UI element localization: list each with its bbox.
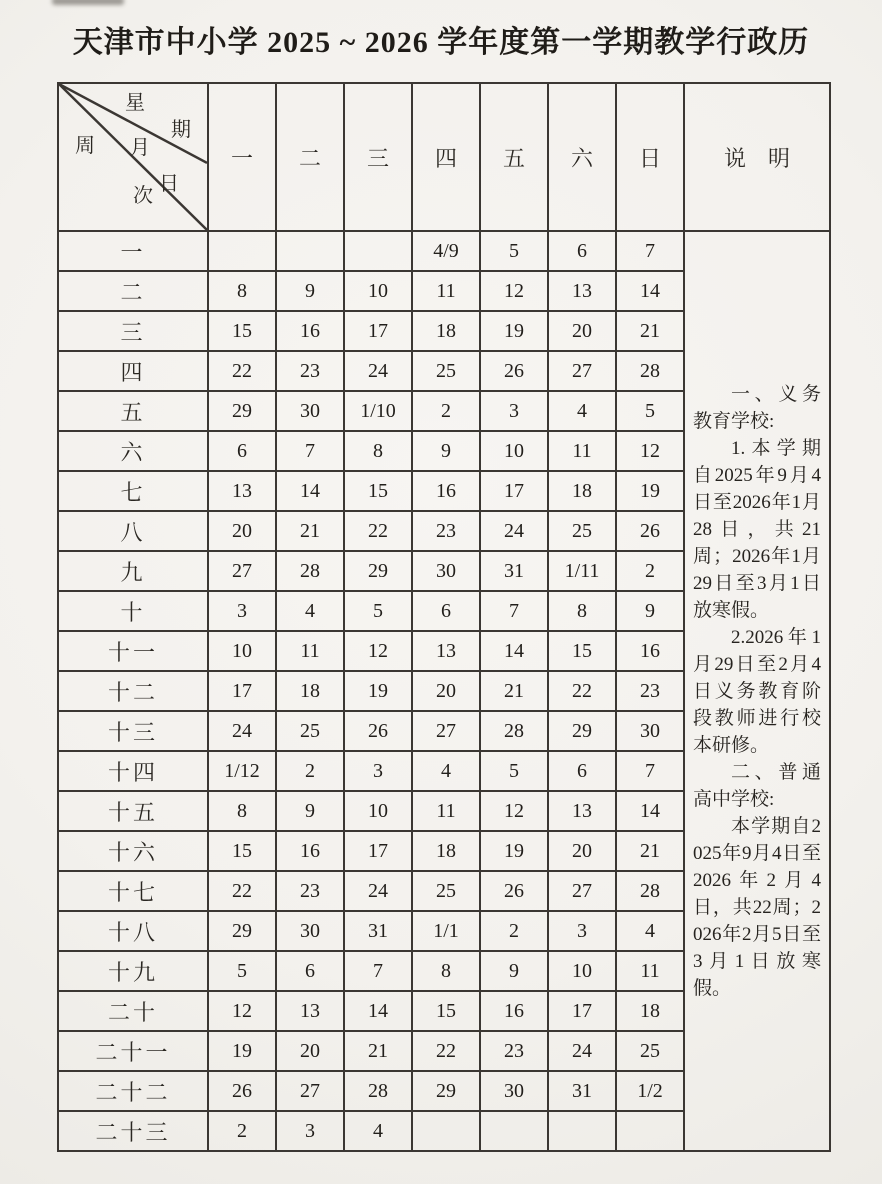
date-cell: 7	[616, 231, 684, 271]
corner-label-month: 月	[130, 137, 150, 159]
date-cell: 29	[548, 711, 616, 751]
date-cell: 24	[344, 351, 412, 391]
date-cell: 3	[208, 591, 276, 631]
date-cell: 4/9	[412, 231, 480, 271]
week-number-cell: 二十一	[58, 1031, 208, 1071]
date-cell: 15	[208, 831, 276, 871]
date-cell: 27	[208, 551, 276, 591]
date-cell: 2	[276, 751, 344, 791]
date-cell: 19	[616, 471, 684, 511]
day-header-wed: 三	[344, 83, 412, 231]
date-cell: 9	[412, 431, 480, 471]
date-cell: 28	[616, 871, 684, 911]
date-cell: 21	[276, 511, 344, 551]
date-cell: 25	[616, 1031, 684, 1071]
date-cell: 22	[344, 511, 412, 551]
date-cell: 10	[344, 791, 412, 831]
notes-text-block	[685, 381, 829, 1002]
week-number-cell: 六	[58, 431, 208, 471]
date-cell: 13	[276, 991, 344, 1031]
day-header-sat: 六	[548, 83, 616, 231]
date-cell	[480, 1111, 548, 1151]
date-cell: 4	[548, 391, 616, 431]
date-cell: 13	[412, 631, 480, 671]
date-cell: 12	[344, 631, 412, 671]
date-cell: 29	[344, 551, 412, 591]
day-header-tue: 二	[276, 83, 344, 231]
week-number-cell: 四	[58, 351, 208, 391]
date-cell: 15	[548, 631, 616, 671]
date-cell: 20	[412, 671, 480, 711]
date-cell: 5	[480, 231, 548, 271]
date-cell: 16	[412, 471, 480, 511]
notes-paragraph: 一、义务教育学校:	[693, 383, 821, 432]
date-cell: 24	[548, 1031, 616, 1071]
week-number-cell: 十六	[58, 831, 208, 871]
date-cell: 31	[480, 551, 548, 591]
week-number-cell: 十	[58, 591, 208, 631]
date-cell: 17	[548, 991, 616, 1031]
date-cell: 30	[616, 711, 684, 751]
date-cell: 8	[412, 951, 480, 991]
corner-label-weekno-part2: 次	[133, 185, 153, 207]
day-header-fri: 五	[480, 83, 548, 231]
corner-header-cell	[58, 83, 208, 231]
date-cell	[548, 1111, 616, 1151]
date-cell: 6	[208, 431, 276, 471]
day-header-sun: 日	[616, 83, 684, 231]
scan-artifact	[52, 0, 124, 5]
date-cell: 11	[412, 271, 480, 311]
date-cell: 25	[548, 511, 616, 551]
week-number-cell: 九	[58, 551, 208, 591]
date-cell: 12	[480, 791, 548, 831]
week-number-cell: 二十二	[58, 1071, 208, 1111]
date-cell: 8	[208, 271, 276, 311]
date-cell: 12	[480, 271, 548, 311]
date-cell: 18	[548, 471, 616, 511]
week-number-cell: 十八	[58, 911, 208, 951]
week-number-cell: 五	[58, 391, 208, 431]
date-cell: 27	[548, 351, 616, 391]
date-cell: 20	[548, 311, 616, 351]
week-number-cell: 一	[58, 231, 208, 271]
date-cell: 26	[208, 1071, 276, 1111]
date-cell: 28	[616, 351, 684, 391]
date-cell	[276, 231, 344, 271]
date-cell: 27	[276, 1071, 344, 1111]
day-header-thu: 四	[412, 83, 480, 231]
date-cell: 18	[412, 311, 480, 351]
date-cell: 30	[412, 551, 480, 591]
date-cell: 19	[480, 831, 548, 871]
date-cell: 15	[208, 311, 276, 351]
date-cell: 12	[208, 991, 276, 1031]
date-cell: 11	[412, 791, 480, 831]
date-cell: 1/10	[344, 391, 412, 431]
date-cell: 2	[412, 391, 480, 431]
date-cell	[208, 231, 276, 271]
header-row	[58, 83, 830, 231]
date-cell: 2	[208, 1111, 276, 1151]
week-number-cell: 七	[58, 471, 208, 511]
corner-label-week-part1: 星	[125, 92, 145, 114]
corner-label-week-part2: 期	[171, 119, 191, 141]
date-cell: 9	[480, 951, 548, 991]
date-cell: 20	[208, 511, 276, 551]
date-cell: 6	[276, 951, 344, 991]
date-cell: 5	[344, 591, 412, 631]
date-cell: 22	[208, 351, 276, 391]
date-cell: 3	[548, 911, 616, 951]
date-cell: 14	[480, 631, 548, 671]
date-cell: 15	[344, 471, 412, 511]
calendar-body	[58, 231, 830, 1151]
week-number-cell: 十四	[58, 751, 208, 791]
date-cell: 1/11	[548, 551, 616, 591]
date-cell: 3	[276, 1111, 344, 1151]
date-cell: 22	[208, 871, 276, 911]
date-cell: 7	[276, 431, 344, 471]
calendar-row	[58, 231, 830, 271]
date-cell: 13	[548, 271, 616, 311]
week-number-cell: 三	[58, 311, 208, 351]
date-cell: 5	[208, 951, 276, 991]
date-cell: 4	[344, 1111, 412, 1151]
date-cell: 29	[208, 911, 276, 951]
date-cell: 21	[616, 831, 684, 871]
date-cell: 14	[616, 271, 684, 311]
date-cell: 12	[616, 431, 684, 471]
date-cell: 24	[344, 871, 412, 911]
date-cell: 29	[208, 391, 276, 431]
date-cell: 17	[344, 831, 412, 871]
date-cell: 26	[480, 871, 548, 911]
date-cell: 4	[412, 751, 480, 791]
date-cell: 21	[616, 311, 684, 351]
date-cell: 23	[412, 511, 480, 551]
date-cell: 23	[480, 1031, 548, 1071]
date-cell: 19	[480, 311, 548, 351]
date-cell: 11	[548, 431, 616, 471]
date-cell: 9	[276, 271, 344, 311]
week-number-cell: 十五	[58, 791, 208, 831]
date-cell: 26	[616, 511, 684, 551]
date-cell: 6	[548, 231, 616, 271]
date-cell: 25	[276, 711, 344, 751]
week-number-cell: 二	[58, 271, 208, 311]
date-cell: 5	[616, 391, 684, 431]
date-cell	[616, 1111, 684, 1151]
date-cell: 14	[616, 791, 684, 831]
date-cell: 7	[344, 951, 412, 991]
date-cell: 2	[616, 551, 684, 591]
date-cell: 23	[276, 871, 344, 911]
date-cell: 17	[344, 311, 412, 351]
date-cell	[412, 1111, 480, 1151]
date-cell: 1/2	[616, 1071, 684, 1111]
notes-paragraph: 1.本学期自2025年9月4日至2026年1月28日，共21周；2026年1月29日至3月1日放寒假。	[693, 437, 821, 621]
notes-paragraph: 2.2026年1月29日至2月4日义务教育阶段教师进行校本研修。	[693, 626, 821, 756]
date-cell: 9	[616, 591, 684, 631]
date-cell: 8	[548, 591, 616, 631]
date-cell: 2	[480, 911, 548, 951]
date-cell: 25	[412, 871, 480, 911]
date-cell: 18	[276, 671, 344, 711]
date-cell: 26	[344, 711, 412, 751]
date-cell: 4	[616, 911, 684, 951]
date-cell: 18	[412, 831, 480, 871]
date-cell: 13	[208, 471, 276, 511]
page-title: 天津市中小学 2025 ~ 2026 学年度第一学期教学行政历	[72, 26, 810, 59]
date-cell: 29	[412, 1071, 480, 1111]
date-cell: 31	[548, 1071, 616, 1111]
date-cell: 21	[344, 1031, 412, 1071]
date-cell: 24	[208, 711, 276, 751]
date-cell: 18	[616, 991, 684, 1031]
date-cell: 16	[480, 991, 548, 1031]
date-cell: 4	[276, 591, 344, 631]
date-cell: 22	[548, 671, 616, 711]
week-number-cell: 八	[58, 511, 208, 551]
corner-label-day: 日	[159, 173, 179, 195]
date-cell: 19	[208, 1031, 276, 1071]
week-number-cell: 十一	[58, 631, 208, 671]
date-cell: 30	[276, 391, 344, 431]
date-cell: 30	[480, 1071, 548, 1111]
date-cell: 16	[276, 311, 344, 351]
date-cell: 6	[548, 751, 616, 791]
date-cell: 10	[548, 951, 616, 991]
notes-header: 说 明	[684, 83, 830, 231]
date-cell: 10	[208, 631, 276, 671]
date-cell: 13	[548, 791, 616, 831]
date-cell: 1/12	[208, 751, 276, 791]
date-cell: 9	[276, 791, 344, 831]
date-cell: 7	[480, 591, 548, 631]
date-cell: 1/1	[412, 911, 480, 951]
date-cell: 16	[616, 631, 684, 671]
date-cell: 14	[344, 991, 412, 1031]
week-number-cell: 十二	[58, 671, 208, 711]
date-cell: 17	[208, 671, 276, 711]
date-cell: 21	[480, 671, 548, 711]
date-cell: 10	[344, 271, 412, 311]
date-cell: 3	[480, 391, 548, 431]
corner-label-weekno-part1: 周	[75, 135, 95, 157]
date-cell: 31	[344, 911, 412, 951]
date-cell: 22	[412, 1031, 480, 1071]
date-cell: 17	[480, 471, 548, 511]
date-cell: 14	[276, 471, 344, 511]
date-cell: 8	[344, 431, 412, 471]
date-cell: 5	[480, 751, 548, 791]
date-cell: 3	[344, 751, 412, 791]
date-cell: 6	[412, 591, 480, 631]
date-cell	[344, 231, 412, 271]
week-number-cell: 十三	[58, 711, 208, 751]
notes-paragraph: 二、普通高中学校:	[693, 761, 821, 810]
date-cell: 24	[480, 511, 548, 551]
date-cell: 10	[480, 431, 548, 471]
week-number-cell: 二十	[58, 991, 208, 1031]
date-cell: 7	[616, 751, 684, 791]
week-number-cell: 十七	[58, 871, 208, 911]
date-cell: 25	[412, 351, 480, 391]
date-cell: 8	[208, 791, 276, 831]
date-cell: 11	[276, 631, 344, 671]
day-header-mon: 一	[208, 83, 276, 231]
date-cell: 28	[480, 711, 548, 751]
date-cell: 28	[344, 1071, 412, 1111]
date-cell: 20	[276, 1031, 344, 1071]
date-cell: 27	[548, 871, 616, 911]
date-cell: 27	[412, 711, 480, 751]
date-cell: 26	[480, 351, 548, 391]
date-cell: 20	[548, 831, 616, 871]
date-cell: 30	[276, 911, 344, 951]
date-cell: 23	[276, 351, 344, 391]
notes-cell	[684, 231, 830, 1151]
date-cell: 23	[616, 671, 684, 711]
notes-paragraph: 本学期自2025年9月4日至2026年2月4日，共22周；2026年2月5日至3月1日放寒假。	[693, 815, 821, 999]
week-number-cell: 十九	[58, 951, 208, 991]
date-cell: 19	[344, 671, 412, 711]
calendar-table	[57, 82, 831, 1152]
date-cell: 11	[616, 951, 684, 991]
date-cell: 15	[412, 991, 480, 1031]
week-number-cell: 二十三	[58, 1111, 208, 1151]
date-cell: 28	[276, 551, 344, 591]
date-cell: 16	[276, 831, 344, 871]
